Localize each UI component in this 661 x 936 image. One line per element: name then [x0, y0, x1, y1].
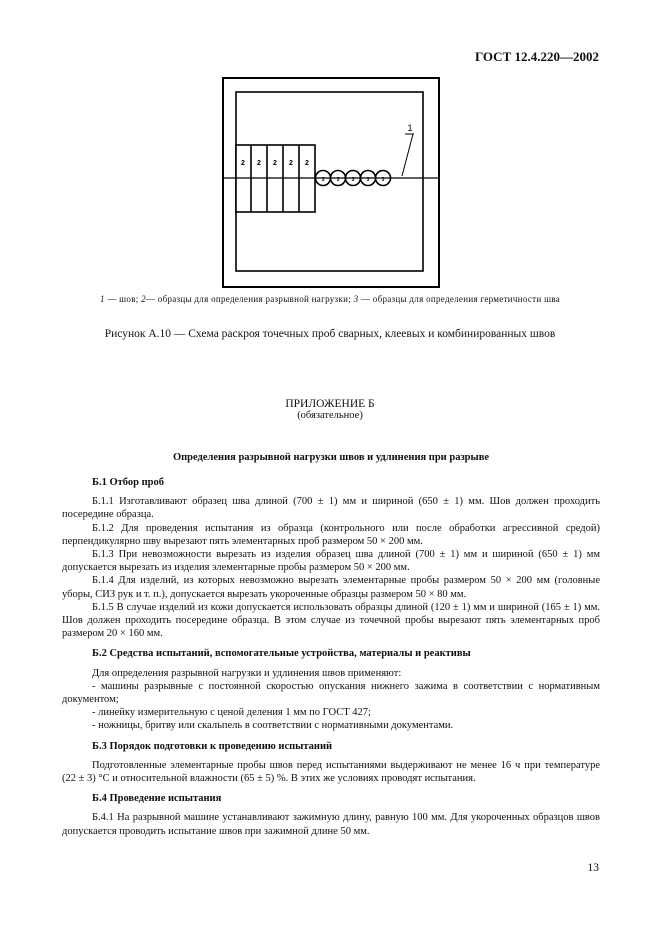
sample-label: 2 — [305, 160, 309, 167]
circle-label: 3 — [366, 177, 370, 183]
cutting-scheme-figure — [0, 0, 661, 300]
sample-label: 2 — [241, 160, 245, 167]
appendix-heading: Определения разрывной нагрузки швов и удлинения при разрыве — [172, 452, 490, 463]
leader-line — [402, 134, 413, 176]
figure-caption: Рисунок А.10 — Схема раскроя точечных проб сварных, клеевых и комбинированных швов — [104, 328, 556, 340]
paragraph: Для определения разрывной нагрузки и удлинения швов применяют: — [92, 667, 402, 679]
seam-label: 1 — [407, 123, 413, 133]
sample-label: 2 — [273, 160, 277, 167]
section-heading: Б.3 Порядок подготовки к проведению испытаний — [92, 740, 333, 752]
section-heading: Б.1 Отбор проб — [92, 477, 164, 488]
paragraph: Подготовленные элементарные пробы швов перед испытаниями выдерживают не менее 16 ч при температуре (22 ± 3) °С и относительной влажности (65 ± 5) %. В этих же условиях проводят испытания. — [62, 759, 600, 785]
paragraph: Б.1.1 Изготавливают образец шва длиной (700 ± 1) мм и шириной (650 ± 1) мм. Шов должен проходить посередине образца. — [62, 496, 600, 521]
paragraph: Б.1.5 В случае изделий из кожи допускается использовать образцы длиной (120 ± 1) мм и шириной (165 ± 1) мм. Шов должен проходить посередине образца. В этом случае из точечной пробы вырезают пять элементарных проб размером 20 × 160 мм. — [62, 601, 600, 640]
document-header: ГОСТ 12.4.220—2002 — [474, 49, 599, 64]
paragraph: Б.1.3 При невозможности вырезать из изделия образец шва длиной (700 ± 1) мм и шириной (650 ± 1) мм допускается вырезать из изделия элементарные пробы размером 50 × 200 мм. — [62, 549, 600, 574]
appendix-title-block — [90, 398, 570, 422]
paragraph: Б.4.1 На разрывной машине устанавливают зажимную длину, равную 100 мм. Для укороченных образцов швов допускается проводить испытание швов при зажимной длине 50 мм. — [62, 812, 600, 837]
page-number: 13 — [587, 862, 599, 874]
sample-label: 2 — [257, 160, 261, 167]
sample-label: 2 — [289, 160, 293, 167]
list-item: - машины разрывные с постоянной скоростью опускания нижнего зажима в соответствии с нормативным документом; — [62, 680, 600, 706]
circle-label: 3 — [321, 177, 325, 183]
document-body — [62, 476, 600, 838]
circle-label: 3 — [336, 177, 340, 183]
circle-label: 3 — [381, 177, 385, 183]
section-heading: Б.2 Средства испытаний, вспомогательные устройства, материалы и реактивы — [92, 648, 471, 660]
appendix-title: ПРИЛОЖЕНИЕ Б — [285, 398, 375, 410]
list-item: - линейку измерительную с ценой деления 1 мм по ГОСТ 427; — [92, 707, 371, 719]
appendix-subtitle: (обязательное) — [297, 410, 363, 421]
paragraph: Б.1.4 Для изделий, из которых невозможно вырезать элементарные пробы размером 50 × 200 мм (головные уборы, СИЗ рук и т. п.), допускается вырезать укороченные образцы размером 50 × 80 мм. — [62, 575, 600, 600]
paragraph: Б.1.2 Для проведения испытания из образца (контрольного или после обработки агрессивной средой) перпендикулярно шву вырезают пять элементарных проб размером 50 × 200 мм. — [62, 522, 600, 547]
list-item: - ножницы, бритву или скальпель в соответствии с нормативными документами. — [92, 720, 454, 732]
figure-legend: 1 — шов; 2— образцы для определения разрывной нагрузки; 3 — образцы для определения герметичности шва — [99, 294, 561, 304]
section-heading: Б.4 Проведение испытания — [92, 793, 222, 805]
circle-label: 3 — [351, 177, 355, 183]
